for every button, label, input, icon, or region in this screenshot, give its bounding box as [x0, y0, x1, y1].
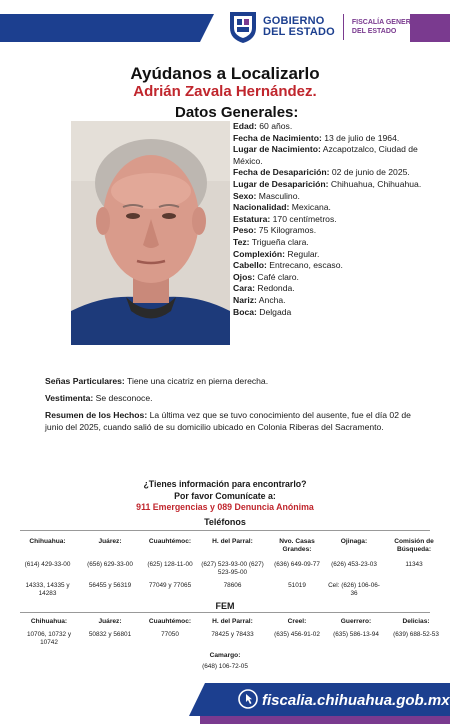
detail-row — [233, 307, 433, 319]
fem-header-cell: Delicias: — [402, 618, 430, 625]
detail-label: Fecha de Nacimiento: — [233, 132, 322, 143]
detail-value: Entrecano, escaso. — [266, 260, 343, 271]
detail-value: Masculino. — [256, 190, 300, 201]
camargo-phone: (648) 106-72-05 — [202, 663, 248, 670]
detail-value: Regular. — [285, 248, 320, 259]
state-shield-icon — [228, 10, 258, 44]
detail-row — [233, 214, 433, 226]
detail-row — [233, 272, 433, 284]
camargo-label: Camargo: — [209, 652, 241, 659]
fem-cell: (639) 688-52-53 — [393, 631, 439, 638]
detail-value: Chihuahua, Chihuahua. — [328, 178, 422, 189]
detail-value: Mexicana. — [289, 202, 331, 213]
phones-cell: (636) 649-09-77 — [274, 561, 320, 568]
detail-label: Edad: — [233, 121, 257, 131]
phones-title: Teléfonos — [204, 517, 246, 527]
logo-divider — [343, 14, 344, 40]
fem-header-cell: Cuauhtémoc: — [148, 618, 192, 625]
footer-purple-band — [200, 716, 450, 724]
fem-cell: 77050 — [161, 631, 179, 638]
detail-value: 75 Kilogramos. — [256, 225, 317, 236]
distinguishing-marks — [45, 375, 430, 387]
gobierno-line1: GOBIERNO — [263, 15, 325, 27]
person-name: Adrián Zavala Hernández. — [133, 83, 317, 100]
fiscalia-line2: DEL ESTADO — [351, 28, 397, 35]
cursor-hand-icon — [238, 689, 258, 709]
info-prompt-contact: Por favor Comunícate a: — [174, 491, 276, 501]
phones-cell: 51019 — [288, 582, 306, 589]
detail-value: Café claro. — [254, 271, 299, 282]
distinguishing-marks-label: Señas Particulares: — [45, 376, 125, 386]
fem-cell: 78425 y 78433 — [211, 631, 254, 638]
detail-label: Cara: — [233, 283, 255, 294]
detail-label: Nariz: — [233, 294, 257, 305]
general-data-title: Datos Generales: — [175, 104, 299, 121]
detail-label: Boca: — [233, 306, 257, 317]
phones-header-cell: Chihuahua: — [29, 538, 66, 545]
detail-row — [233, 295, 433, 307]
phones-cell: (625) 128-11-00 — [147, 561, 193, 568]
fem-header-cell: Juárez: — [98, 618, 122, 625]
phones-cell: (626) 453-23-03 — [331, 561, 377, 568]
phones-header-cell: Cuauhtémoc: — [148, 538, 192, 545]
detail-label: Tez: — [233, 236, 250, 247]
fem-cell: 50832 y 56801 — [88, 631, 132, 638]
fem-divider — [20, 612, 430, 613]
detail-value: Azcapotzalco, Ciudad de México. — [233, 144, 418, 166]
phones-cell: (656) 629-33-00 — [87, 561, 133, 568]
detail-label: Peso: — [233, 225, 257, 236]
phones-header-cell: Nvo. Casas Grandes: — [279, 538, 315, 553]
detail-label: Cabello: — [233, 260, 267, 271]
phones-cell: 77049 y 77065 — [148, 582, 192, 589]
detail-row — [233, 144, 433, 167]
portrait-illustration — [71, 121, 230, 345]
phones-cell: 78606 — [223, 582, 242, 589]
detail-value: Redonda. — [254, 283, 295, 294]
facts-summary — [45, 409, 430, 433]
fem-header-cell: Guerrero: — [340, 618, 372, 625]
detail-row — [233, 260, 433, 272]
phones-divider — [20, 530, 430, 531]
fem-cell: (635) 586-13-94 — [333, 631, 379, 638]
fem-header-cell: Chihuahua: — [30, 618, 68, 625]
gobierno-line2: DEL ESTADO — [263, 26, 335, 38]
header-blue-band — [0, 14, 200, 42]
phones-cell: (614) 429-33-00 — [24, 561, 71, 568]
detail-row — [233, 283, 433, 295]
facts-summary-label: Resumen de los Hechos: — [45, 410, 148, 420]
detail-row — [233, 121, 433, 133]
detail-row — [233, 167, 433, 179]
fem-header-cell: H. del Parral: — [212, 618, 253, 625]
fem-header-cell: Creel: — [287, 618, 307, 625]
facts-summary-value: La última vez que se tuvo conocimiento del ausente, fue el día 02 de junio del 2025, cuando salió de su domicilio ubicado en Colonia Riberas del Sacramento. — [45, 410, 411, 432]
info-prompt — [0, 478, 450, 502]
info-prompt-question: ¿Tienes información para encontrarlo? — [143, 479, 307, 489]
detail-row — [233, 202, 433, 214]
detail-label: Sexo: — [233, 190, 257, 201]
detail-label: Lugar de Desaparición: — [233, 178, 329, 189]
emergency-numbers: 911 Emergencias y 089 Denuncia Anónima — [136, 502, 314, 512]
fem-title: FEM — [215, 601, 235, 611]
page-title: Ayúdanos a Localizarlo — [130, 64, 320, 83]
detail-label: Estatura: — [233, 213, 271, 224]
detail-value: Ancha. — [256, 294, 286, 305]
detail-row — [233, 179, 433, 191]
phones-header-cell: Ojinaga: — [340, 538, 368, 545]
distinguishing-marks-value: Tiene una cicatriz en pierna derecha. — [124, 376, 269, 386]
clothing-label: Vestimenta: — [45, 393, 94, 403]
detail-value: 60 años. — [256, 121, 293, 131]
fiscalia-text — [352, 18, 420, 36]
detail-row — [233, 133, 433, 145]
detail-label: Lugar de Nacimiento: — [233, 144, 321, 155]
detail-value: 13 de julio de 1964. — [321, 132, 400, 143]
detail-value: 170 centímetros. — [270, 213, 337, 224]
website-url[interactable]: fiscalia.chihuahua.gob.mx — [262, 692, 450, 709]
detail-row — [233, 191, 433, 203]
fiscalia-line1: FISCALÍA GENERAL — [351, 19, 421, 26]
detail-value: Delgada — [256, 306, 292, 317]
detail-label: Complexión: — [233, 248, 286, 259]
detail-value: Trigueña clara. — [249, 236, 309, 247]
detail-label: Ojos: — [233, 271, 255, 282]
phones-header-cell: Comisión de Búsqueda: — [394, 538, 434, 553]
clothing-value: Se desconoce. — [93, 393, 153, 403]
phones-cell: (627) 523-93-00 (627) 523-95-00 — [201, 561, 264, 576]
fem-cell: 10706, 10732 y 10742 — [26, 631, 72, 646]
fem-cell: (635) 456-91-02 — [274, 631, 320, 638]
detail-row — [233, 249, 433, 261]
phones-cell: Cel: (626) 106-06-36 — [328, 582, 380, 597]
phones-header-cell: H. del Parral: — [212, 538, 253, 545]
clothing — [45, 392, 430, 404]
phones-cell: 14333, 14335 y 14283 — [25, 582, 70, 597]
detail-label: Fecha de Desaparición: — [233, 167, 330, 178]
phones-cell: 56455 y 56319 — [88, 582, 132, 589]
person-photo — [71, 121, 230, 345]
detail-row — [233, 237, 433, 249]
detail-row — [233, 225, 433, 237]
phones-header-cell: Juárez: — [98, 538, 122, 545]
general-data-list — [233, 121, 433, 318]
gobierno-text — [263, 16, 335, 38]
detail-label: Nacionalidad: — [233, 202, 290, 213]
government-logo — [228, 10, 420, 44]
phones-cell: 11343 — [405, 561, 423, 568]
detail-value: 02 de junio de 2025. — [329, 167, 410, 178]
